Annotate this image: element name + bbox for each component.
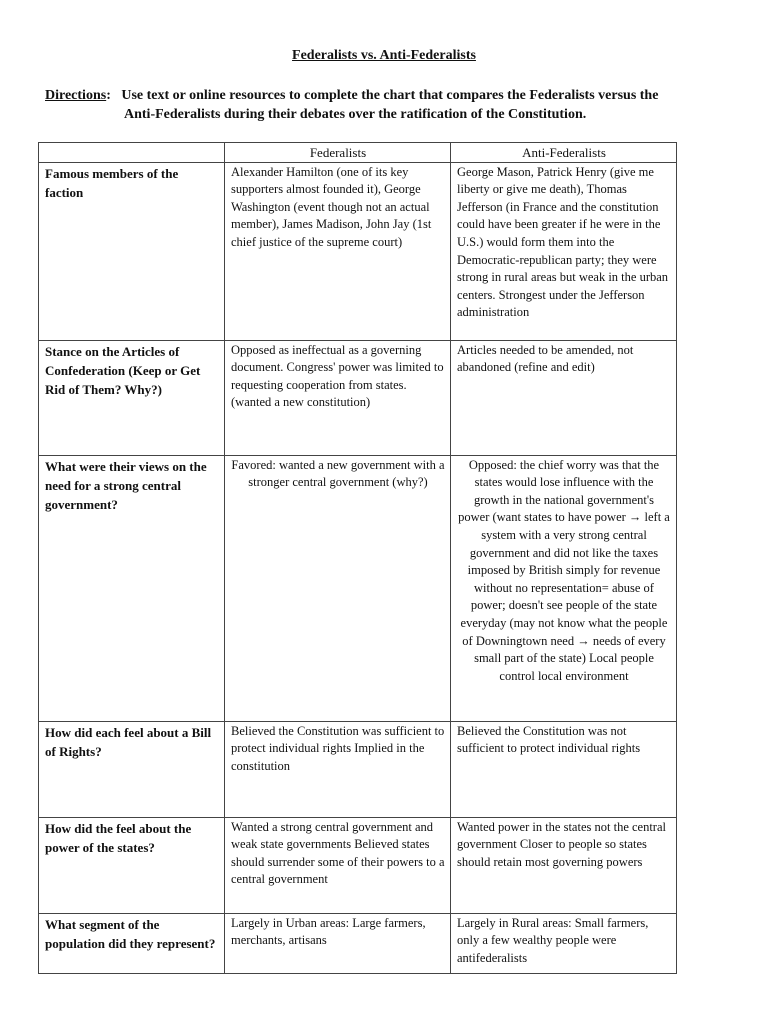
directions-line-1: Use text or online resources to complete the chart that compares the Federalists versus the: [121, 88, 659, 103]
header-federalists: Federalists: [225, 143, 451, 163]
page-title: Federalists vs. Anti-Federalists: [292, 48, 476, 63]
table-row: [39, 817, 677, 913]
federalists-cell: Favored: wanted a new government with a stronger central government (why?): [225, 455, 451, 721]
anti-federalists-cell: Largely in Rural areas: Small farmers, only a few wealthy people were antifederalists: [451, 913, 677, 973]
row-question: Famous members of the faction: [39, 162, 225, 340]
row-question: What segment of the population did they represent?: [39, 913, 225, 973]
row-question: How did the feel about the power of the states?: [39, 817, 225, 913]
row-question: What were their views on the need for a strong central government?: [39, 455, 225, 721]
anti-federalists-cell: Believed the Constitution was not sufficient to protect individual rights: [451, 721, 677, 817]
table-header-row: [39, 143, 677, 163]
anti-federalists-cell: Articles needed to be amended, not abandoned (refine and edit): [451, 340, 677, 455]
table-row: [39, 162, 677, 340]
directions: Directions: Use text or online resources to complete the chart that compares the Federalists versus the Anti-Federalists during their debates over the ratification of the Constitution.: [45, 86, 725, 124]
directions-label: Directions: [45, 88, 107, 103]
federalists-cell: Largely in Urban areas: Large farmers, merchants, artisans: [225, 913, 451, 973]
federalists-cell: Wanted a strong central government and weak state governments Believed states should surrender some of their powers to a central government: [225, 817, 451, 913]
federalists-cell: Alexander Hamilton (one of its key supporters almost founded it), George Washington (event though not an actual member), James Madison, John Jay (1st chief justice of the supreme court): [225, 162, 451, 340]
header-anti-federalists: Anti-Federalists: [451, 143, 677, 163]
header-blank: [39, 143, 225, 163]
anti-federalists-cell: Wanted power in the states not the central government Closer to people so states should retain most governing powers: [451, 817, 677, 913]
row-question: How did each feel about a Bill of Rights?: [39, 721, 225, 817]
table-row: [39, 340, 677, 455]
row-question: Stance on the Articles of Confederation (Keep or Get Rid of Them? Why?): [39, 340, 225, 455]
federalists-cell: Opposed as ineffectual as a governing document. Congress' power was limited to requesting cooperation from states. (wanted a new constitution): [225, 340, 451, 455]
table-row: [39, 721, 677, 817]
table-row: [39, 455, 677, 721]
anti-federalists-cell: Opposed: the chief worry was that the states would lose influence with the growth in the national government's power (want states to have power → left a system with a very strong central government and did not like the taxes imposed by British simply for revenue without no representation= abuse of power; doesn't see people of the state everyday (may not know what the people of Downingtown need → needs of every small part of the state) Local people control local environment: [451, 455, 677, 721]
comparison-table: [38, 142, 677, 974]
table-row: [39, 913, 677, 973]
directions-line-2: Anti-Federalists during their debates over the ratification of the Constitution.: [124, 107, 587, 122]
federalists-cell: Believed the Constitution was sufficient to protect individual rights Implied in the constitution: [225, 721, 451, 817]
anti-federalists-cell: George Mason, Patrick Henry (give me liberty or give me death), Thomas Jefferson (in France and the constitution could have been greater if he were in the U.S.) would form them into the Democratic-republican party; they were strong in rural areas but weak in the urban centers. Strongest under the Jefferson administration: [451, 162, 677, 340]
